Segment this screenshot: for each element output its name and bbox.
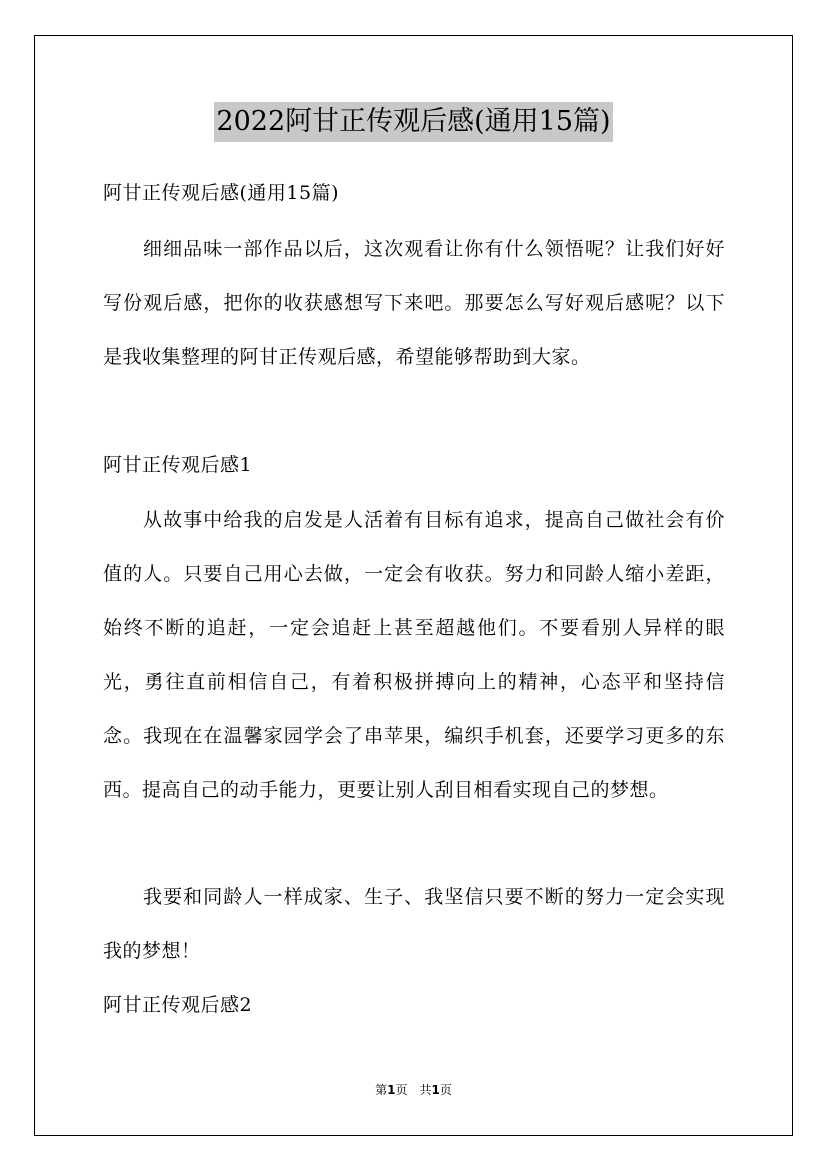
footer-mid: 页 共	[395, 1083, 432, 1097]
subtitle: 阿甘正传观后感(通用15篇)	[103, 182, 340, 204]
page-footer	[0, 1081, 827, 1098]
footer-suffix: 页	[439, 1083, 452, 1097]
section-1-paragraph-2: 我要和同龄人一样成家、生子、我坚信只要不断的努力一定会实现我的梦想！	[103, 886, 725, 962]
section-heading-2: 阿甘正传观后感2	[103, 994, 253, 1016]
section-heading-1: 阿甘正传观后感1	[103, 454, 253, 476]
document-title: 2022阿甘正传观后感(通用15篇)	[214, 102, 612, 142]
footer-prefix: 第	[375, 1083, 388, 1097]
footer-page-total: 1	[431, 1083, 440, 1097]
footer-page-number: 1	[387, 1083, 396, 1097]
title-wrapper	[0, 102, 827, 142]
intro-paragraph: 细细品味一部作品以后，这次观看让你有什么领悟呢？让我们好好写份观后感，把你的收获感想写下来吧。那要怎么写好观后感呢？以下是我收集整理的阿甘正传观后感，希望能够帮助到大家。	[103, 238, 725, 368]
section-1-paragraph-1: 从故事中给我的启发是人活着有目标有追求，提高自己做社会有价值的人。只要自己用心去做，一定会有收获。努力和同龄人缩小差距，始终不断的追赶，一定会追赶上甚至超越他们。不要看别人异样的眼光，勇往直前相信自己，有着积极拼搏向上的精神，心态平和坚持信念。我现在在温馨家园学会了串苹果，编织手机套，还要学习更多的东西。提高自己的动手能力，更要让别人刮目相看实现自己的梦想。	[103, 509, 725, 801]
